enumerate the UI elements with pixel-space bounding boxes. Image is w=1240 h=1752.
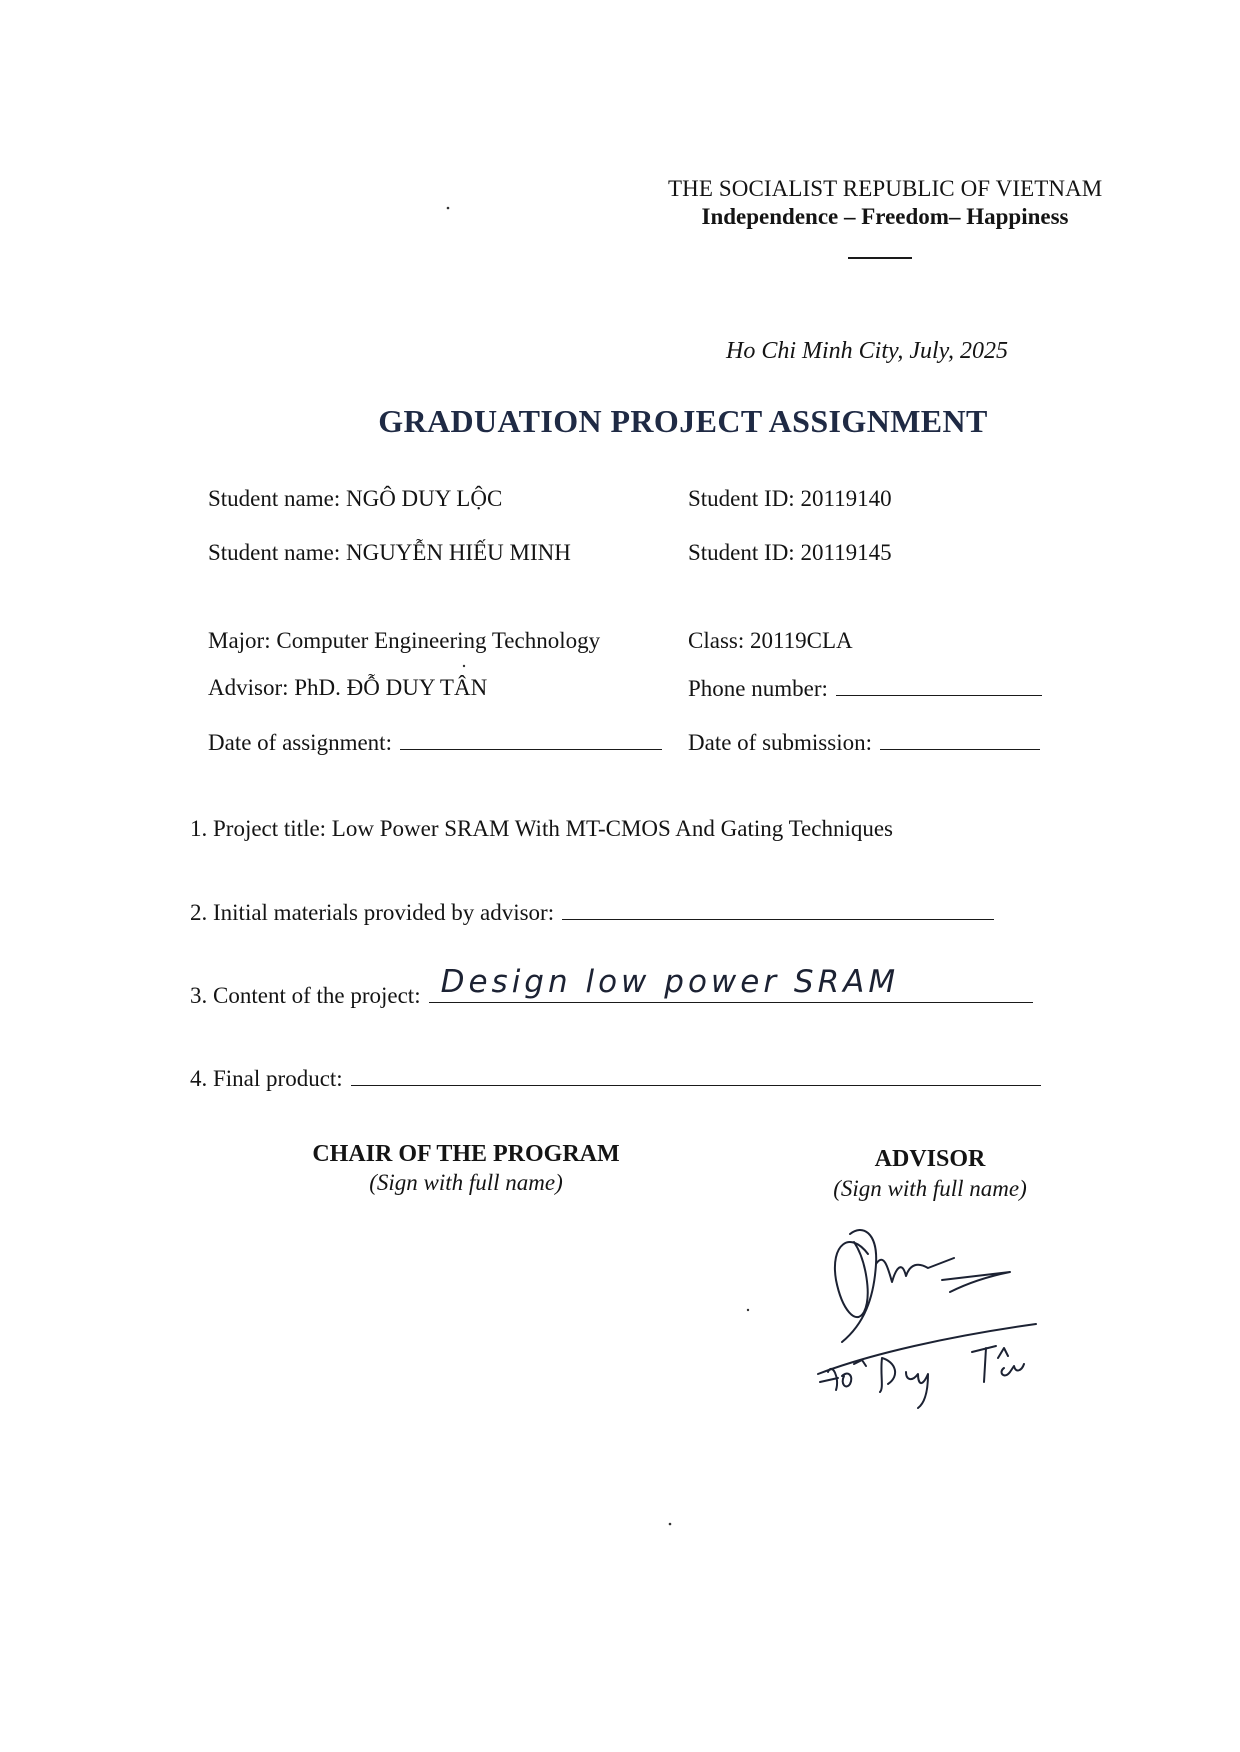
initial-materials-row — [190, 899, 994, 926]
phone-number-label: Phone number: — [688, 676, 828, 701]
place-date: Ho Chi Minh City, July, 2025 — [726, 338, 1008, 364]
student-2-name: Student name: NGUYỄN HIẾU MINH — [208, 540, 571, 565]
advisor-title: ADVISOR — [874, 1146, 986, 1172]
initial-materials-label: 2. Initial materials provided by advisor: — [190, 900, 555, 925]
content-blank[interactable] — [429, 964, 1033, 1003]
phone-number-row — [688, 675, 1042, 702]
initial-materials-blank[interactable] — [562, 899, 994, 920]
header-divider — [848, 257, 912, 259]
content-row — [190, 964, 1033, 1009]
final-product-blank[interactable] — [351, 1065, 1041, 1086]
content-label: 3. Content of the project: — [190, 983, 421, 1008]
assignment-date-label: Date of assignment: — [208, 730, 392, 755]
speck — [463, 665, 465, 667]
submission-date-row — [688, 729, 1040, 756]
student-1-name: Student name: NGÔ DUY LỘC — [208, 486, 503, 511]
assignment-date-blank[interactable] — [400, 729, 662, 750]
submission-date-label: Date of submission: — [688, 730, 872, 755]
phone-number-blank[interactable] — [836, 675, 1042, 696]
advisor-sign-note: (Sign with full name) — [833, 1176, 1027, 1201]
speck — [447, 207, 450, 210]
chair-sign-note: (Sign with full name) — [369, 1170, 563, 1195]
class: Class: 20119CLA — [688, 628, 853, 653]
speck — [669, 1523, 672, 1526]
final-product-label: 4. Final product: — [190, 1066, 343, 1091]
assignment-date-row — [208, 729, 662, 756]
chair-title: CHAIR OF THE PROGRAM — [312, 1141, 620, 1167]
major: Major: Computer Engineering Technology — [208, 628, 601, 653]
speck — [747, 1309, 749, 1311]
student-2-id: Student ID: 20119145 — [688, 540, 892, 565]
advisor-name: Advisor: PhD. ĐỖ DUY TÂN — [208, 675, 488, 700]
content-handwritten: Design low power SRAM — [440, 964, 900, 1000]
document-title: GRADUATION PROJECT ASSIGNMENT — [378, 403, 988, 439]
republic-name: THE SOCIALIST REPUBLIC OF VIETNAM — [668, 176, 1103, 201]
advisor-signature — [810, 1224, 1060, 1414]
final-product-row — [190, 1065, 1041, 1092]
project-title: 1. Project title: Low Power SRAM With MT-CMOS And Gating Techniques — [190, 816, 894, 841]
student-1-id: Student ID: 20119140 — [688, 486, 892, 511]
submission-date-blank[interactable] — [880, 729, 1040, 750]
national-motto: Independence – Freedom– Happiness — [701, 204, 1069, 229]
